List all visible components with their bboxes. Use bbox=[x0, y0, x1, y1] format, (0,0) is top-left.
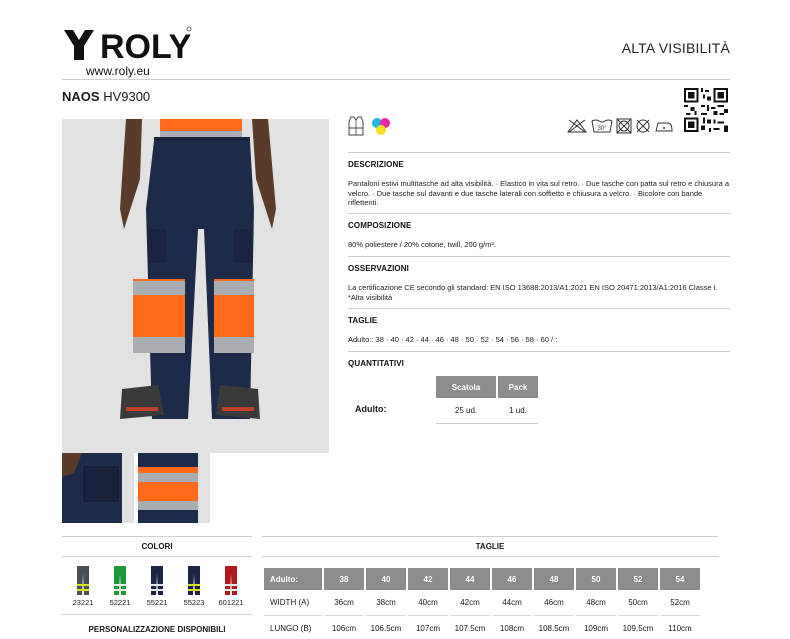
trousers-icon bbox=[224, 566, 238, 596]
size-header-label: Adulto: bbox=[264, 568, 322, 590]
size-value-cell: 108cm bbox=[492, 616, 532, 639]
size-value-cell: 108.5cm bbox=[534, 616, 574, 639]
header-divider bbox=[62, 79, 730, 80]
trousers-icon bbox=[76, 566, 90, 596]
quantity-header-pack: Pack bbox=[498, 376, 538, 398]
size-value-cell: 110cm bbox=[660, 616, 700, 639]
category-title: ALTA VISIBILITÀ bbox=[621, 40, 730, 56]
section-divider bbox=[348, 152, 730, 153]
colors-title-divider bbox=[62, 556, 252, 557]
no-dry-clean-icon bbox=[635, 118, 651, 139]
color-code: 55221 bbox=[146, 598, 168, 607]
color-swatches bbox=[62, 566, 252, 607]
section-label: QUANTITATIVI bbox=[348, 359, 405, 368]
trousers-icon bbox=[150, 566, 164, 596]
section-label: TAGLIE bbox=[348, 316, 378, 325]
quantity-header-box: Scatola bbox=[436, 376, 496, 398]
feature-icons bbox=[348, 117, 392, 139]
color-code: 23221 bbox=[72, 598, 94, 607]
color-swatch[interactable] bbox=[103, 566, 137, 607]
size-value-cell: 48cm bbox=[576, 590, 616, 616]
size-row-label: LUNGO (B) bbox=[264, 616, 322, 639]
size-header-cell: 40 bbox=[366, 568, 406, 590]
size-chart-title: TAGLIE bbox=[475, 542, 505, 551]
color-code: 52221 bbox=[109, 598, 131, 607]
svg-text:30°: 30° bbox=[597, 125, 607, 132]
colors-title: COLORI bbox=[141, 542, 173, 551]
size-value-cell: 106.5cm bbox=[366, 616, 406, 639]
section-osservazioni bbox=[348, 264, 730, 302]
size-header-cell: 50 bbox=[576, 568, 616, 590]
quantity-row-divider bbox=[436, 423, 538, 424]
product-code: HV9300 bbox=[103, 89, 151, 104]
color-swatch[interactable] bbox=[177, 566, 211, 607]
size-header-cell: 42 bbox=[408, 568, 448, 590]
quantity-row-label: Adulto: bbox=[355, 404, 387, 414]
size-chart-title-divider bbox=[262, 556, 718, 557]
color-combination-icon bbox=[370, 116, 392, 141]
size-value-cell: 107cm bbox=[408, 616, 448, 639]
section-divider bbox=[348, 308, 730, 309]
trousers-icon bbox=[113, 566, 127, 596]
product-thumbnail-band[interactable] bbox=[138, 453, 210, 523]
size-header-cell: 48 bbox=[534, 568, 574, 590]
colors-top-divider bbox=[62, 536, 252, 537]
size-value-cell: 46cm bbox=[534, 590, 574, 616]
section-divider bbox=[348, 351, 730, 352]
section-divider bbox=[348, 213, 730, 214]
qr-code-icon[interactable] bbox=[684, 88, 728, 132]
size-value-cell: 44cm bbox=[492, 590, 532, 616]
section-label: DESCRIZIONE bbox=[348, 160, 404, 169]
size-value-cell: 109cm bbox=[576, 616, 616, 639]
care-instructions bbox=[566, 119, 674, 137]
product-main-photo[interactable] bbox=[62, 119, 329, 453]
section-text: Pantaloni estivi multitasche ad alta visibilità. · Elastico in vita sul retro. · Due tasche con patta sul retro e chiusura a velcro. · Due tasche sul davanti e due tasche laterali con soffietto e chiusura a velcro. · Bicolore con bande riflettenti. bbox=[348, 179, 730, 207]
roly-logo bbox=[62, 24, 192, 64]
high-visibility-vest-icon bbox=[348, 116, 364, 141]
size-value-cell: 38cm bbox=[366, 590, 406, 616]
size-value-cell: 50cm bbox=[618, 590, 658, 616]
section-composizione bbox=[348, 221, 730, 250]
section-label: OSSERVAZIONI bbox=[348, 264, 409, 273]
color-swatch[interactable] bbox=[66, 566, 100, 607]
size-row bbox=[264, 590, 700, 616]
size-value-cell: 40cm bbox=[408, 590, 448, 616]
color-code: 55223 bbox=[183, 598, 205, 607]
size-value-cell: 107.5cm bbox=[450, 616, 490, 639]
size-header-row bbox=[264, 568, 700, 590]
quantity-box-value: 25 ud. bbox=[454, 406, 478, 415]
section-label: COMPOSIZIONE bbox=[348, 221, 412, 230]
section-text: Adulto:: 38 · 40 · 42 · 44 · 46 · 48 · 50 · 52 · 54 · 56 · 58 · 60 / : bbox=[348, 335, 558, 344]
size-chart-table bbox=[262, 568, 702, 639]
size-value-cell: 36cm bbox=[324, 590, 364, 616]
product-name: NAOS bbox=[62, 89, 100, 104]
product-title bbox=[62, 89, 150, 104]
color-swatch[interactable] bbox=[140, 566, 174, 607]
size-row-label: WIDTH (A) bbox=[264, 590, 322, 616]
site-url[interactable]: www.roly.eu bbox=[86, 64, 150, 78]
no-bleach-icon bbox=[566, 118, 588, 139]
trousers-icon bbox=[187, 566, 201, 596]
size-chart-top-divider bbox=[262, 536, 718, 537]
size-value-cell: 109.5cm bbox=[618, 616, 658, 639]
no-tumble-dry-icon bbox=[616, 118, 632, 139]
personalization-title: PERSONALIZZAZIONE DISPONIBILI bbox=[88, 625, 226, 634]
personalization-divider bbox=[62, 614, 252, 615]
size-header-cell: 46 bbox=[492, 568, 532, 590]
section-divider bbox=[348, 256, 730, 257]
logo-wordmark: ROLY bbox=[100, 28, 192, 64]
color-swatch[interactable] bbox=[214, 566, 248, 607]
size-value-cell: 52cm bbox=[660, 590, 700, 616]
size-header-cell: 52 bbox=[618, 568, 658, 590]
quantity-pack-value: 1 ud. bbox=[509, 406, 527, 415]
size-value-cell: 42cm bbox=[450, 590, 490, 616]
size-row bbox=[264, 616, 700, 639]
section-quantitativi bbox=[348, 359, 730, 368]
section-text: 80% poliestere / 20% cotone, twill, 200 g/m². bbox=[348, 240, 496, 249]
iron-low-icon bbox=[654, 118, 674, 139]
size-header-cell: 44 bbox=[450, 568, 490, 590]
section-text: La certificazione CE secondo gli standard: EN ISO 13688:2013/A1:2021 EN ISO 20471:2013/A1:2016 Classe I. *Alta visibilità bbox=[348, 283, 718, 302]
section-descrizione bbox=[348, 160, 730, 208]
size-value-cell: 106cm bbox=[324, 616, 364, 639]
size-header-cell: 38 bbox=[324, 568, 364, 590]
wash-30-icon bbox=[591, 118, 613, 139]
section-taglie bbox=[348, 316, 730, 345]
color-code: 601221 bbox=[218, 598, 244, 607]
size-header-cell: 54 bbox=[660, 568, 700, 590]
product-thumbnail-pocket[interactable] bbox=[62, 453, 134, 523]
